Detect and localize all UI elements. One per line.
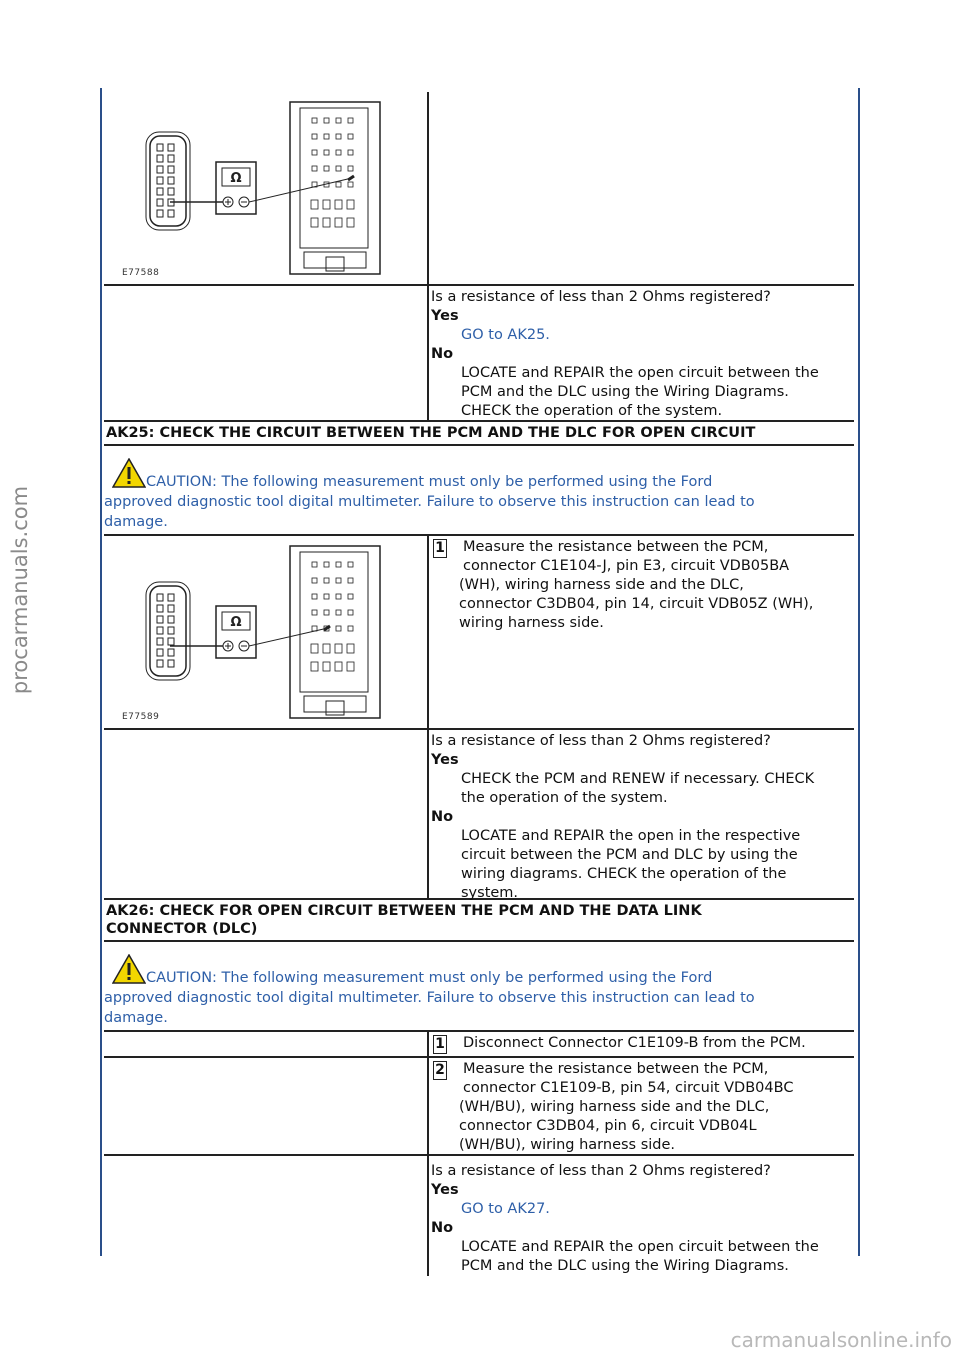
- question-text: Is a resistance of less than 2 Ohms registered?: [431, 1163, 771, 1179]
- step-text: Measure the resistance between the PCM, connector C1E104-J, pin E3, circuit VDB05BA (WH), wiring harness side and the DLC, connector C3DB04, pin 14, circuit VDB05Z (WH), wiring harness side.: [459, 539, 814, 631]
- section-header-ak25: AK25: CHECK THE CIRCUIT BETWEEN THE PCM AND THE DLC FOR OPEN CIRCUIT: [106, 425, 756, 441]
- svg-text:Ω: Ω: [230, 171, 242, 186]
- no-text-line: LOCATE and REPAIR the open circuit between the: [461, 365, 819, 381]
- no-label: No: [431, 346, 454, 362]
- figure-cell-2: [104, 536, 429, 728]
- side-watermark: procarmanuals.com: [8, 485, 32, 695]
- caution-ak26: [104, 940, 854, 1032]
- answer-block-1: [429, 286, 854, 420]
- caution-line: approved diagnostic tool digital multimeter. Failure to observe this instruction can lead to: [104, 990, 755, 1006]
- caution-line: approved diagnostic tool digital multimeter. Failure to observe this instruction can lead to: [104, 494, 755, 510]
- answer-block-2: Is a resistance of less than 2 Ohms registered? Yes CHECK the PCM and RENEW if necessary. CHECK the operation of the system. No LOCATE and REPAIR the open in the respective circuit between the PCM and DLC by using the wiring diagrams. CHECK the operation of the system.: [429, 730, 854, 898]
- answer-row-3: [104, 1156, 854, 1276]
- yes-label: Yes: [431, 752, 459, 768]
- figure-cell-1: [104, 92, 429, 284]
- wiring-test-figure-2: [104, 536, 427, 728]
- no-label: No: [431, 1220, 454, 1236]
- step-row-ak26-2: [104, 1058, 854, 1156]
- answer-row-3-left: [104, 1156, 429, 1276]
- caution-ak25: [104, 444, 854, 536]
- figure-row-1-empty: [429, 92, 854, 284]
- answer-row-2-left: [104, 730, 429, 898]
- step-row-left: [104, 1058, 429, 1154]
- no-label: No: [431, 809, 454, 825]
- goto-ak25-link[interactable]: GO to AK25.: [461, 327, 550, 343]
- answer-row-1: [104, 286, 854, 422]
- step-2: 2 Measure the resistance between the PCM, connector C1E109-B, pin 54, circuit VDB04BC (WH/BU), wiring harness side and the DLC, connector C3DB04, pin 6, circuit VDB04L (WH/BU), wiring harness side.: [429, 1058, 854, 1155]
- answer-row-2: [104, 730, 854, 900]
- step-block-ak25: [429, 536, 854, 728]
- step-number: 1: [433, 1035, 447, 1054]
- no-text-line: PCM and the DLC using the Wiring Diagrams.: [461, 384, 789, 400]
- procedure-table: [104, 92, 854, 1276]
- section-header-ak26: AK26: CHECK FOR OPEN CIRCUIT BETWEEN THE PCM AND THE DATA LINK CONNECTOR (DLC): [106, 903, 702, 937]
- warning-icon: [112, 458, 146, 488]
- step-row-left: [104, 1032, 429, 1056]
- question-text: Is a resistance of less than 2 Ohms registered?: [431, 733, 771, 749]
- step-number: 2: [433, 1061, 447, 1080]
- bottom-watermark: carmanualsonline.info: [730, 1328, 952, 1352]
- caution-line: damage.: [104, 1010, 168, 1026]
- question-text: Is a resistance of less than 2 Ohms registered?: [431, 289, 771, 305]
- page-border-left: [100, 88, 102, 1256]
- step-1: [429, 536, 854, 633]
- yes-label: Yes: [431, 1182, 459, 1198]
- svg-text:Ω: Ω: [230, 615, 242, 630]
- figure-row-2: [104, 536, 854, 730]
- caution-line: damage.: [104, 514, 168, 530]
- step-number: 1: [433, 539, 447, 558]
- answer-row-1-left: [104, 286, 429, 420]
- no-text-line: CHECK the operation of the system.: [461, 403, 723, 419]
- yes-label: Yes: [431, 308, 459, 324]
- figure-label-2: E77589: [122, 712, 160, 722]
- step-row-ak26-1: [104, 1032, 854, 1058]
- caution-line: CAUTION: The following measurement must only be performed using the Ford: [146, 474, 713, 490]
- step-block-ak26-1: [429, 1032, 854, 1056]
- page-border-right: [858, 88, 860, 1256]
- answer-block-3: Is a resistance of less than 2 Ohms registered? Yes GO to AK27. No LOCATE and REPAIR the open circuit between the PCM and the DLC using the Wiring Diagrams.: [429, 1156, 854, 1276]
- warning-icon: [112, 954, 146, 984]
- caution-line: CAUTION: The following measurement must only be performed using the Ford: [146, 970, 713, 986]
- figure-label-1: E77588: [122, 268, 160, 278]
- step-1: 1 Disconnect Connector C1E109-B from the PCM.: [429, 1032, 854, 1054]
- goto-ak27-link[interactable]: GO to AK27.: [461, 1201, 550, 1217]
- wiring-test-figure-1: [104, 92, 427, 284]
- step-block-ak26-2: [429, 1058, 854, 1154]
- figure-row-1: [104, 92, 854, 286]
